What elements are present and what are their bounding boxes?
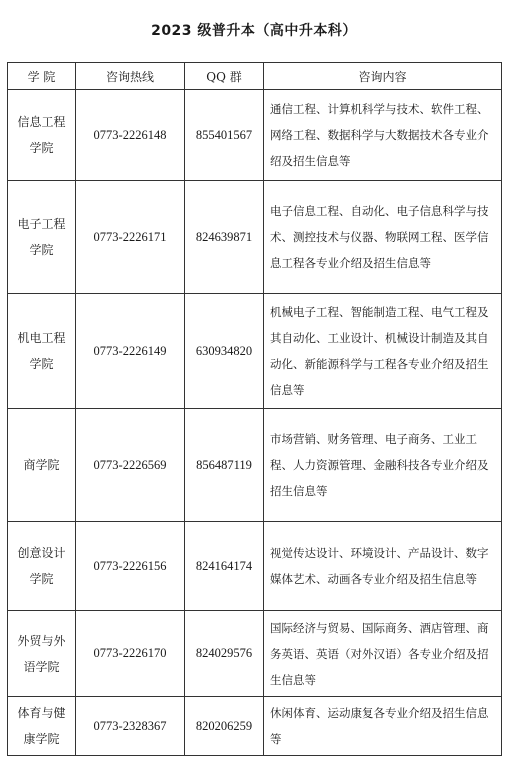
table-row: [8, 294, 502, 409]
hotline-number: 0773-2328367: [76, 697, 185, 756]
qq-group-number: 820206259: [185, 697, 264, 756]
header-college: 学 院: [8, 63, 76, 90]
table-row: [8, 181, 502, 294]
consult-content: 国际经济与贸易、国际商务、酒店管理、商务英语、英语（对外汉语）各专业介绍及招生信息等: [264, 611, 502, 697]
qq-group-number: 824639871: [185, 181, 264, 294]
table-row: [8, 611, 502, 697]
consult-content: 视觉传达设计、环境设计、产品设计、数字媒体艺术、动画各专业介绍及招生信息等: [264, 522, 502, 611]
hotline-number: 0773-2226148: [76, 90, 185, 181]
table-row: [8, 90, 502, 181]
consult-content: 市场营销、财务管理、电子商务、工业工程、人力资源管理、金融科技各专业介绍及招生信息等: [264, 409, 502, 522]
college-name: 商学院: [8, 409, 76, 522]
qq-group-number: 630934820: [185, 294, 264, 409]
college-name: 外贸与外语学院: [8, 611, 76, 697]
consult-content: 通信工程、计算机科学与技术、软件工程、网络工程、数据科学与大数据技术各专业介绍及招生信息等: [264, 90, 502, 181]
hotline-number: 0773-2226569: [76, 409, 185, 522]
college-name: 电子工程学院: [8, 181, 76, 294]
consult-content: 电子信息工程、自动化、电子信息科学与技术、测控技术与仪器、物联网工程、医学信息工程各专业介绍及招生信息等: [264, 181, 502, 294]
header-content: 咨询内容: [264, 63, 502, 90]
header-qq-group: QQ 群: [185, 63, 264, 90]
header-hotline: 咨询热线: [76, 63, 185, 90]
table-row: [8, 409, 502, 522]
table-header-row: [8, 63, 502, 90]
admissions-contact-table: [7, 62, 502, 756]
document-title: 2023 级普升本（高中升本科）: [151, 23, 357, 39]
qq-group-number: 824164174: [185, 522, 264, 611]
consult-content: 机械电子工程、智能制造工程、电气工程及其自动化、工业设计、机械设计制造及其自动化、新能源科学与工程各专业介绍及招生信息等: [264, 294, 502, 409]
qq-group-number: 855401567: [185, 90, 264, 181]
college-name: 机电工程学院: [8, 294, 76, 409]
hotline-number: 0773-2226156: [76, 522, 185, 611]
consult-content: 休闲体育、运动康复各专业介绍及招生信息等: [264, 697, 502, 756]
hotline-number: 0773-2226171: [76, 181, 185, 294]
qq-group-number: 856487119: [185, 409, 264, 522]
college-name: 创意设计学院: [8, 522, 76, 611]
college-name: 体育与健康学院: [8, 697, 76, 756]
hotline-number: 0773-2226170: [76, 611, 185, 697]
college-name: 信息工程学院: [8, 90, 76, 181]
table-row: [8, 697, 502, 756]
table-row: [8, 522, 502, 611]
hotline-number: 0773-2226149: [76, 294, 185, 409]
qq-group-number: 824029576: [185, 611, 264, 697]
